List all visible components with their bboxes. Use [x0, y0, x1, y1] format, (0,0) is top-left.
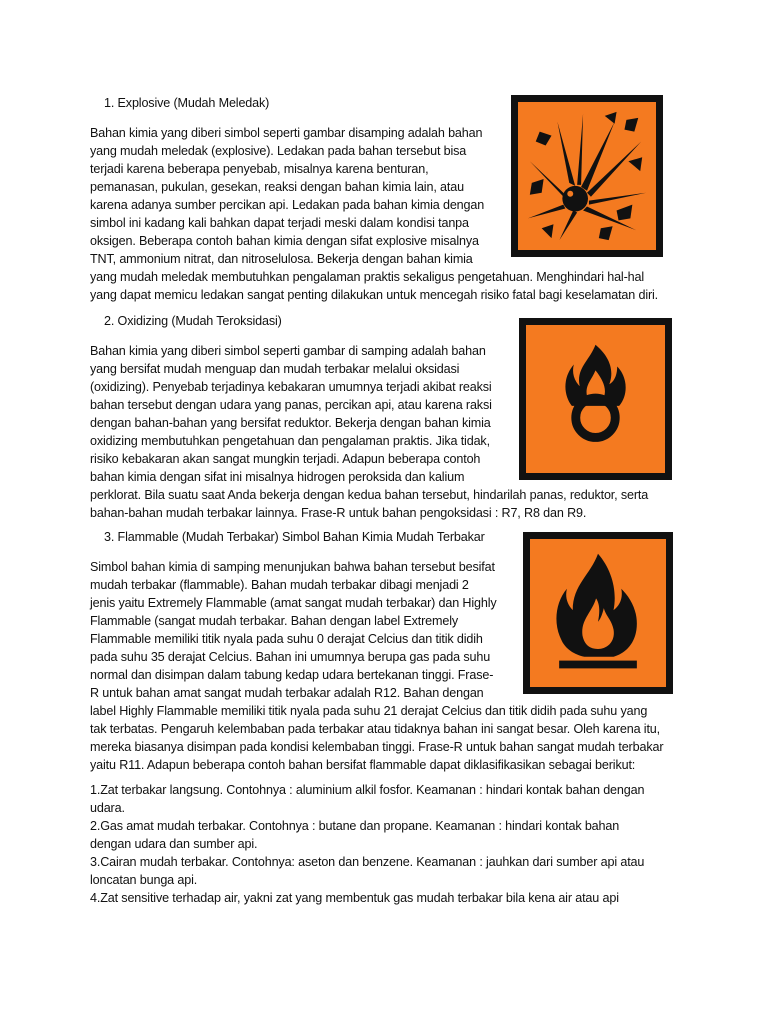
paragraph-line: TNT, ammonium nitrat, dan nitroselulosa. Bekerja dengan bahan kimia: [90, 252, 473, 266]
paragraph-line: yang bersifat mudah menguap dan mudah terbakar melalui oksidasi: [90, 362, 460, 376]
list-item: loncatan bunga api.: [90, 873, 198, 887]
oxidizing-hazard-symbol: [519, 318, 672, 480]
paragraph-line: yaitu R11. Adapun beberapa contoh bahan bersifat flammable dapat diklasifikasikan sebagai berikut:: [90, 758, 636, 772]
paragraph-line: tak terbatas. Pengaruh kelembaban pada terbakar atau tidaknya bahan ini sangat besar. Oleh karena itu,: [90, 722, 661, 736]
paragraph-line: pada suhu 35 derajat Celcius. Bahan ini umumnya berupa gas pada suhu: [90, 650, 491, 664]
list-item: udara.: [90, 801, 125, 815]
paragraph-line: label Highly Flammable memiliki titik nyala pada suhu 21 derajat Celcius dan titik didih pada suhu yang: [90, 704, 648, 718]
paragraph-line: mudah terbakar (flammable). Bahan mudah terbakar dibagi menjadi 2: [90, 578, 469, 592]
paragraph-line: jenis yaitu Extremely Flammable (amat sangat mudah terbakar) dan Highly: [90, 596, 497, 610]
paragraph-line: pemanasan, pukulan, gesekan, reaksi dengan bahan kimia lain, atau: [90, 180, 464, 194]
paragraph-line: yang mudah meledak (explosive). Ledakan pada bahan tersebut bisa: [90, 144, 467, 158]
paragraph-line: bahan kimia dengan sifat ini misalnya hidrogen peroksida dan kalium: [90, 470, 465, 484]
paragraph-line: normal dan disimpan dalam tabung kedap udara bertekanan tinggi. Frase-: [90, 668, 494, 682]
paragraph-line: oxidizing membutuhkan pengetahuan dan pengalaman praktis. Jika tidak,: [90, 434, 490, 448]
paragraph-line: bahan-bahan mudah terbakar lainnya. Frase-R untuk bahan pengoksidasi : R7, R8 dan R9.: [90, 506, 587, 520]
section-heading-flammable: 3. Flammable (Mudah Terbakar) Simbol Bahan Kimia Mudah Terbakar: [104, 530, 485, 544]
paragraph-line: yang mudah meledak membutuhkan pengalaman praktis sekaligus pengetahuan. Menghindari hal-hal: [90, 270, 644, 284]
paragraph-line: Flammable memiliki titik nyala pada suhu 0 derajat Celcius dan titik didih: [90, 632, 483, 646]
explosive-hazard-symbol: [511, 95, 663, 257]
list-item: dengan udara dan sumber api.: [90, 837, 258, 851]
paragraph-line: Bahan kimia yang diberi simbol seperti gambar di samping adalah bahan: [90, 344, 486, 358]
paragraph-line: oksigen. Beberapa contoh bahan kimia dengan sifat explosive misalnya: [90, 234, 479, 248]
explosive-hazard-icon: [518, 102, 656, 250]
paragraph-line: yang dapat memicu ledakan sangat penting dilakukan untuk mencegah risiko fatal bagi keselamatan diri.: [90, 288, 659, 302]
paragraph-line: simbol ini kadang kali bahkan dapat terjadi meski dalam kondisi tanpa: [90, 216, 469, 230]
paragraph-line: terjadi karena beberapa penyebab, misalnya karena benturan,: [90, 162, 429, 176]
paragraph-line: Simbol bahan kimia di samping menunjukan bahwa bahan tersebut besifat: [90, 560, 495, 574]
paragraph-line: Bahan kimia yang diberi simbol seperti gambar disamping adalah bahan: [90, 126, 483, 140]
paragraph-line: Flammable (sangat mudah terbakar. Bahan dengan label Extremely: [90, 614, 459, 628]
list-item: 3.Cairan mudah terbakar. Contohnya: aseton dan benzene. Keamanan : jauhkan dari sumber api atau: [90, 855, 645, 869]
list-item: 4.Zat sensitive terhadap air, yakni zat yang membentuk gas mudah terbakar bila kena air atau api: [90, 891, 619, 905]
flammable-hazard-symbol: [523, 532, 673, 694]
paragraph-line: risiko kebakaran akan sangat mungkin terjadi. Adapun beberapa contoh: [90, 452, 481, 466]
paragraph-line: karena adanya sumber percikan api. Ledakan pada bahan kimia dengan: [90, 198, 485, 212]
paragraph-line: bahan tersebut dengan udara yang panas, percikan api, atau karena raksi: [90, 398, 492, 412]
section-heading-explosive: 1. Explosive (Mudah Meledak): [104, 96, 270, 110]
section-heading-oxidizing: 2. Oxidizing (Mudah Teroksidasi): [104, 314, 282, 328]
paragraph-line: mereka biasanya disimpan pada kondisi kelembaban tinggi. Frase-R untuk bahan sangat mudah terbakar: [90, 740, 664, 754]
paragraph-line: (oxidizing). Penyebab terjadinya kebakaran umumnya terjadi akibat reaksi: [90, 380, 492, 394]
flammable-hazard-icon: [530, 539, 666, 687]
paragraph-line: R untuk bahan amat sangat mudah terbakar adalah R12. Bahan dengan: [90, 686, 484, 700]
paragraph-line: dengan bahan-bahan yang bersifat reduktor. Bekerja dengan bahan kimia: [90, 416, 491, 430]
oxidizing-hazard-icon: [526, 325, 665, 473]
list-item: 2.Gas amat mudah terbakar. Contohnya : butane dan propane. Keamanan : hindari kontak bahan: [90, 819, 620, 833]
paragraph-line: perklorat. Bila suatu saat Anda bekerja dengan kedua bahan tersebut, hindarilah panas, reduktor, serta: [90, 488, 649, 502]
list-item: 1.Zat terbakar langsung. Contohnya : aluminium alkil fosfor. Keamanan : hindari kontak bahan dengan: [90, 783, 645, 797]
